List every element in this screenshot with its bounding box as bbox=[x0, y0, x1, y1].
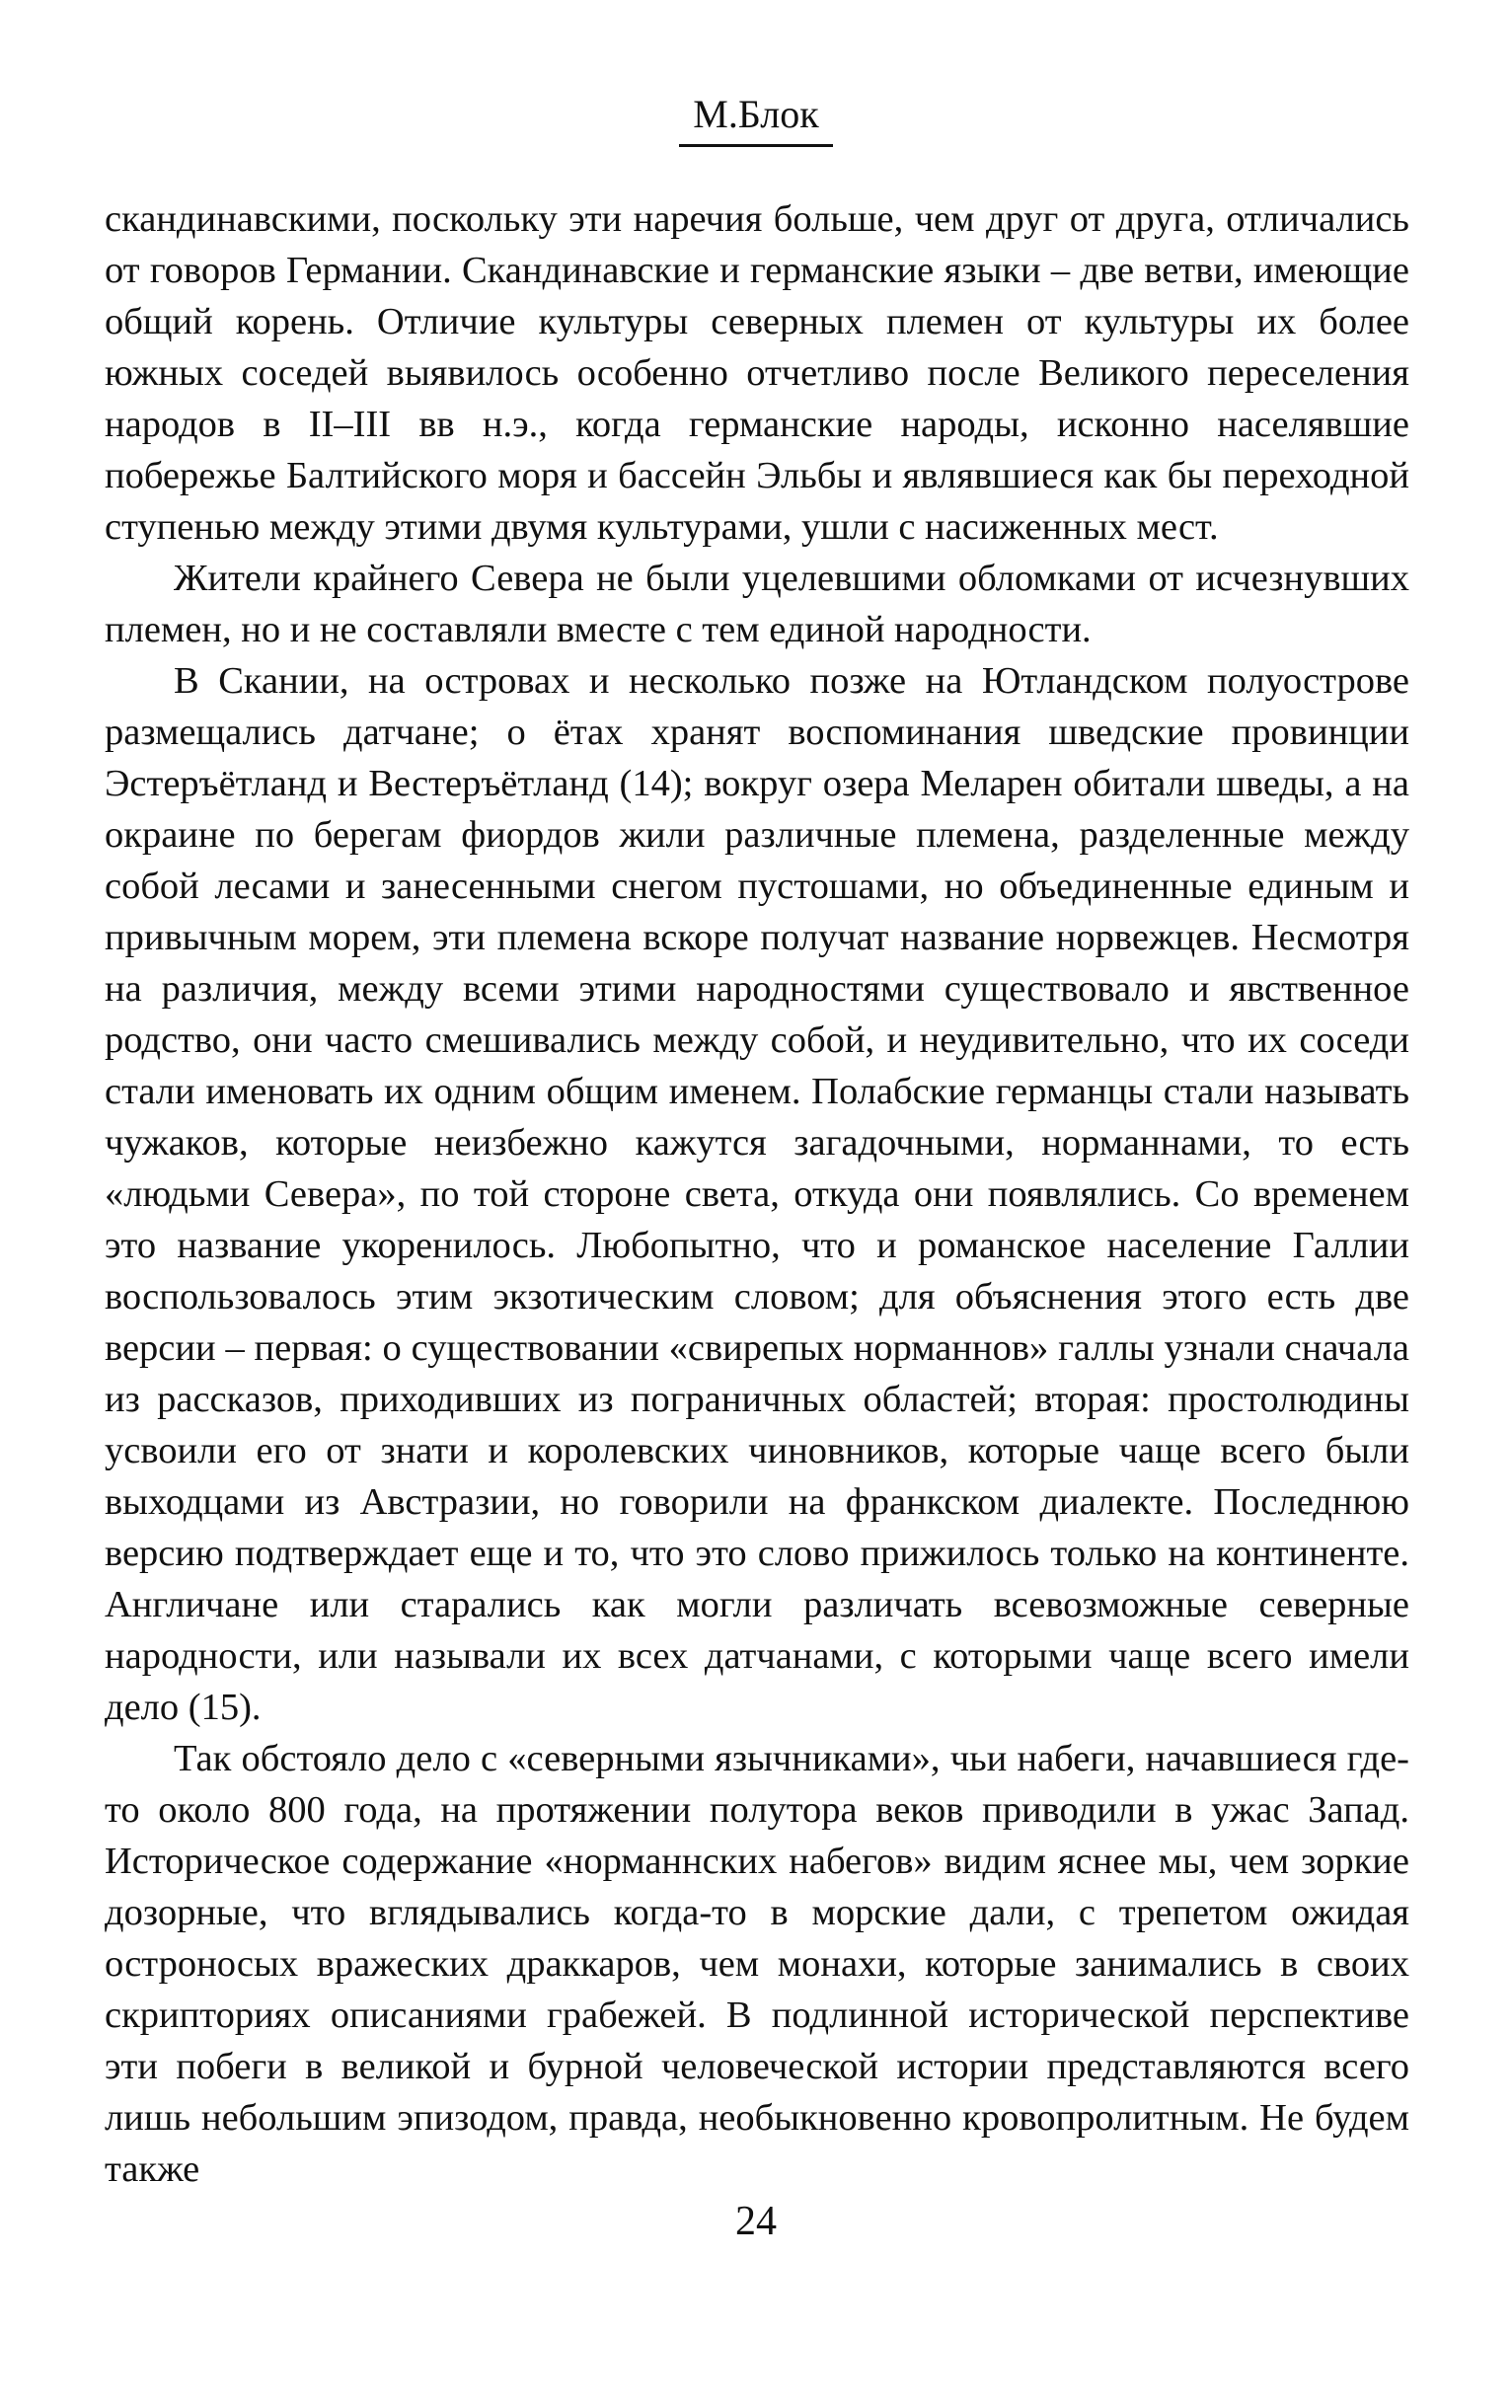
running-head bbox=[0, 91, 1512, 147]
paragraph-3: В Скании, на островах и несколько позже на Ютландском полуострове размещались датчане; о ётах хранят воспоминания шведские провинции Эстеръётланд и Вестеръётланд (14); вокруг озера Меларен обитали шведы, а на окраине по берегам фиордов жили различные племена, разделенные между собой лесами и занесенными снегом пустошами, но объединенные единым и привычным морем, эти племена вскоре получат название норвежцев. Несмотря на различия, между всеми этими народностями существовало и явственное родство, они часто смешивались между собой, и неудивительно, что их соседи стали именовать их одним общим именем. Полабские германцы стали называть чужаков, которые неизбежно кажутся загадочными, норманнами, то есть «людьми Севера», по той стороне света, откуда они появлялись. Со временем это название укоренилось. Любопытно, что и романское население Галлии воспользовалось этим экзотическим словом; для объяснения этого есть две версии – первая: о существовании «свирепых норманнов» галлы узнали сначала из рассказов, приходивших из пограничных областей; вторая: простолюдины усвоили его от знати и королевских чиновников, которые чаще всего были выходцами из Австразии, но говорили на франкском диалекте. Последнюю версию подтверждает еще и то, что это слово прижилось только на континенте. Англичане или старались как могли различать всевозможные северные народности, или называли их всех датчанами, с которыми чаще всего имели дело (15). bbox=[105, 660, 1409, 1728]
paragraph-1: скандинавскими, поскольку эти наречия больше, чем друг от друга, отличались от говоров Германии. Скандинавские и германские языки – две ветви, имеющие общий корень. Отличие культуры северных племен от культуры их более южных соседей выявилось особенно отчетливо после Великого переселения народов в II–III вв н.э., когда германские народы, исконно населявшие побережье Балтийского моря и бассейн Эльбы и являвшиеся как бы переходной ступенью между этими двумя культурами, ушли с насиженных мест. bbox=[105, 198, 1409, 548]
page-number: 24 bbox=[735, 2199, 777, 2244]
running-title: М.Блок bbox=[679, 91, 832, 147]
paragraph-2: Жители крайнего Севера не были уцелевшими обломками от исчезнувших племен, но и не составляли вместе с тем единой народности. bbox=[105, 558, 1409, 650]
paragraph-4: Так обстояло дело с «северными язычниками», чьи набеги, начавшиеся где-то около 800 года, на протяжении полутора веков приводили в ужас Запад. Историческое содержание «норманнских набегов» видим яснее мы, чем зоркие дозорные, что вглядывались когда-то в морские дали, с трепетом ожидая остроносых вражеских драккаров, чем монахи, которые занимались в своих скрипториях описаниями грабежей. В подлинной исторической перспективе эти побеги в великой и бурной человеческой истории представляются всего лишь небольшим эпизодом, правда, необыкновенно кровопролитным. Не будем также bbox=[105, 1738, 1409, 2190]
body-text bbox=[105, 193, 1409, 2195]
